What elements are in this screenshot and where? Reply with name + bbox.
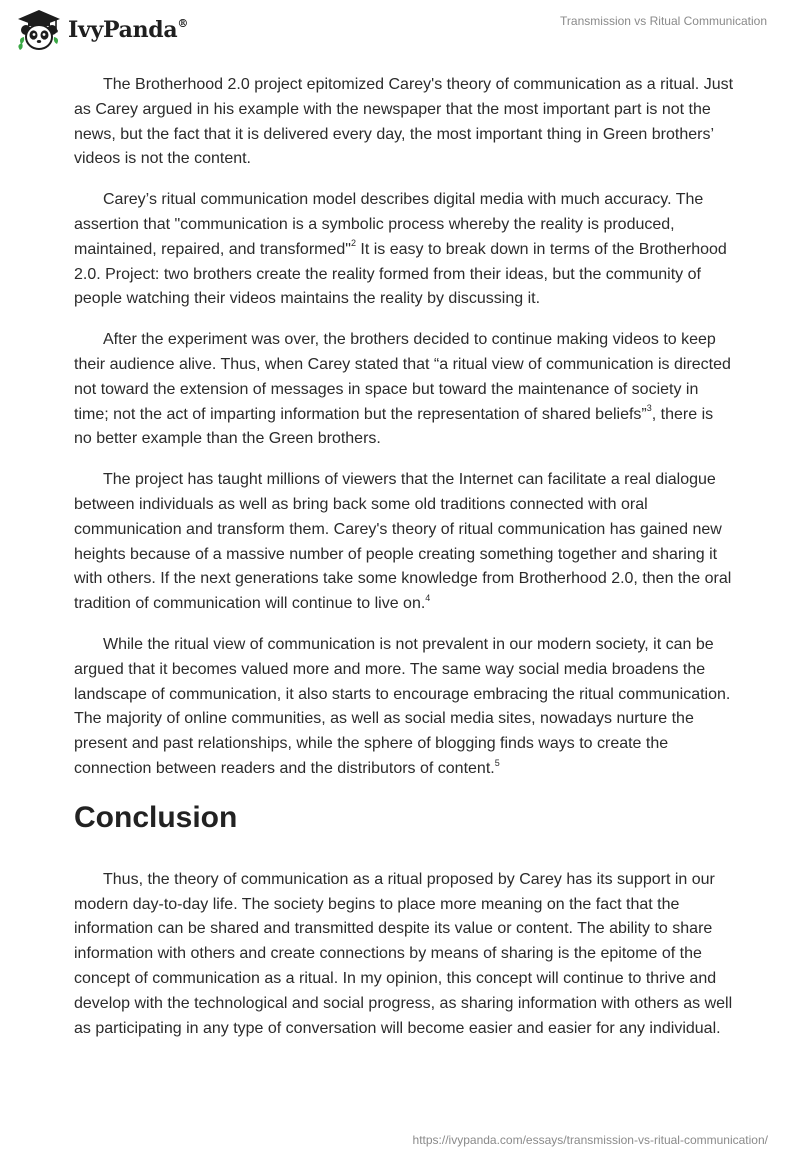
brand-name: IvyPanda® [68, 16, 189, 43]
paragraph-1: The Brotherhood 2.0 project epitomized Carey's theory of communication as a ritual. Just as Carey argued in his example with the newspaper that the most important part is not the news, but the fact that it is delivered every day, the most important thing in Green brothers’ videos is not the content. [74, 76, 734, 168]
panda-graduate-icon [16, 8, 62, 52]
essay-body [74, 73, 734, 1057]
document-title: Transmission vs Ritual Communication [560, 14, 767, 28]
site-logo[interactable] [16, 8, 188, 52]
footnote-ref-2[interactable]: 2 [350, 238, 356, 249]
source-url[interactable]: https://ivypanda.com/essays/transmission-vs-ritual-communication/ [412, 1133, 768, 1147]
paragraph-3: After the experiment was over, the brothers decided to continue making videos to keep their audience alive. Thus, when Carey stated that “a ritual view of communication is directed not toward the extension of messages in space but toward the maintenance of society in time; not the act of imparting information but the representation of shared beliefs”$^3$, there is no better example than the Green brothers. [74, 331, 731, 448]
registered-mark: ® [177, 16, 189, 30]
paragraph-2: Carey’s ritual communication model describes digital media with much accuracy. The assertion that "communication is a symbolic process whereby the reality is produced, maintained, repaired, and transformed"$^2$ It is easy to break down in terms of the Brotherhood 2.0. Project: two brothers create the reality formed from their ideas, but the community of people watching their videos maintains the reality by discussing it. [74, 191, 727, 308]
footnote-ref-3[interactable]: 3 [646, 403, 652, 414]
footnote-ref-5[interactable]: 5 [494, 757, 500, 768]
footnote-ref-4[interactable]: 4 [425, 592, 431, 603]
paragraph-5: While the ritual view of communication is not prevalent in our modern society, it can be argued that it becomes valued more and more. The same way social media broadens the landscape of communication, it also starts to encourage embracing the ritual communication. The majority of online communities, as well as social media sites, nowadays nurture the present and past relationships, while the sphere of blogging finds ways to create the connection between readers and the distributors of content.$^5$ [74, 635, 731, 777]
paragraph-conclusion: Thus, the theory of communication as a ritual proposed by Carey has its support in our modern day-to-day life. The society begins to place more meaning on the fact that the information can be shared and transmitted despite its value or content. The ability to share information with others and create connections by means of sharing is the epitome of the concept of communication as a ritual. In my opinion, this concept will continue to thrive and develop with the technological and social progress, as sharing information with others as well as participating in any type of conversation will become easier and easier for any individual. [74, 870, 733, 1037]
conclusion-heading: Conclusion [74, 800, 238, 834]
paragraph-4: The project has taught millions of viewers that the Internet can facilitate a real dialogue between individuals as well as bring back some old traditions connected with oral communication and transform them. Carey's theory of ritual communication has gained new heights because of a massive number of people creating something together and sharing it with others. If the next generations take some knowledge from Brotherhood 2.0, then the oral tradition of communication will continue to live on.$^4$ [74, 471, 732, 613]
page-header [0, 0, 800, 60]
